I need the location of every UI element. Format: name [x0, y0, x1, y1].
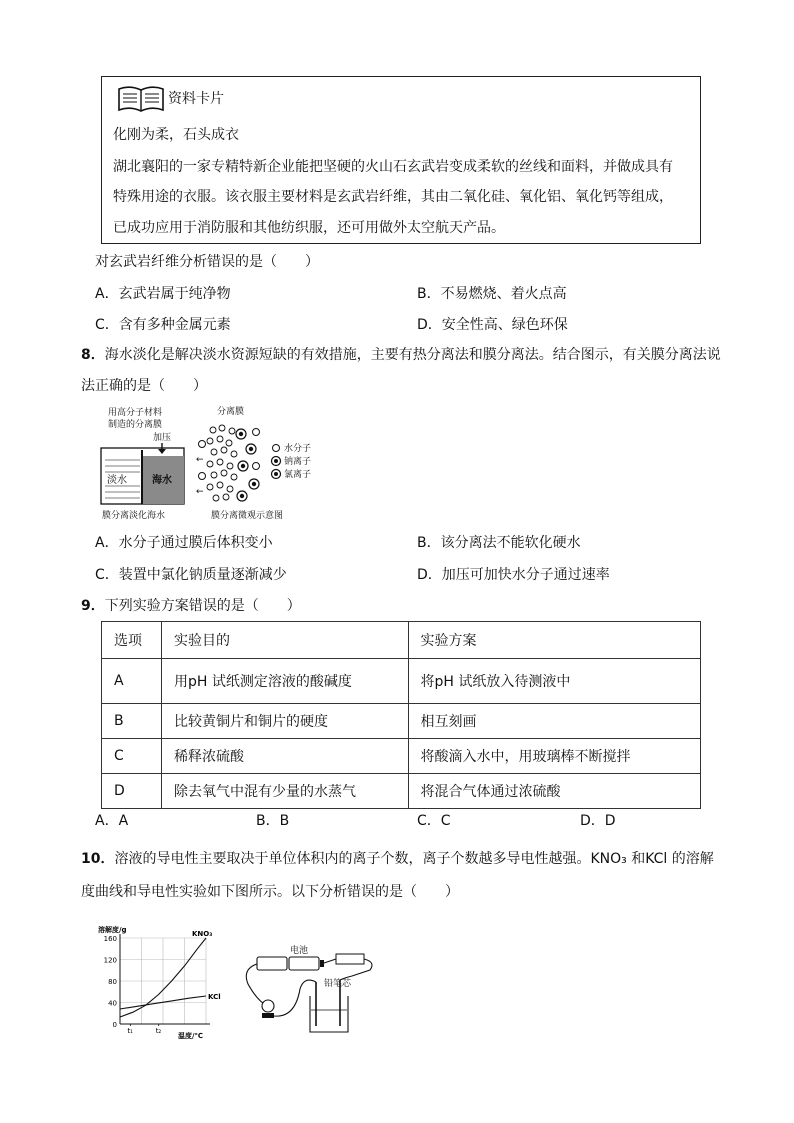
table-row — [102, 739, 701, 774]
fig-caption-left: 膜分离淡化海水 — [102, 511, 166, 521]
y-tick-label: 80 — [108, 978, 117, 986]
q9-option-d[interactable]: D．D — [580, 813, 616, 829]
card-title: 资料卡片 — [168, 91, 224, 107]
x-axis-label: 温度/℃ — [178, 1032, 204, 1040]
card-line-3: 已成功应用于消防服和其他纺织服，还可用做外太空航天产品。 — [113, 220, 505, 236]
fig-material-label-1: 用高分子材料 — [108, 408, 163, 418]
fig-caption-right: 膜分离微观示意图 — [211, 511, 284, 521]
table-cell: 相互刻画 — [408, 704, 700, 739]
table-cell: 比较黄铜片和铜片的硬度 — [162, 704, 409, 739]
battery-label: 电池 — [290, 946, 309, 956]
table-row — [102, 659, 701, 704]
q9-option-b[interactable]: B．B — [256, 813, 290, 829]
table-row — [102, 774, 701, 809]
bulb-base — [262, 1013, 274, 1018]
table-cell: 除去氧气中混有少量的水蒸气 — [162, 774, 409, 809]
q9-option-c[interactable]: C．C — [417, 813, 451, 829]
card-line-1: 湖北襄阳的一家专精特新企业能把坚硬的火山石玄武岩变成柔软的丝线和面料，并做成具有 — [113, 159, 673, 175]
table-cell: 将pH 试纸放入待测液中 — [408, 659, 700, 704]
q8-stem-line-2: 法正确的是（ ） — [81, 378, 207, 394]
flow-arrow-left: ← — [196, 455, 204, 465]
legend-cl-label: 氯离子 — [284, 470, 312, 480]
switch — [336, 954, 364, 964]
electrode-label: 铅笔芯 — [324, 979, 352, 989]
q7-option-b[interactable]: B．不易燃烧、着火点高 — [417, 286, 567, 302]
fig-membrane-label: 分离膜 — [217, 407, 245, 417]
flow-arrow-left-2: ← — [196, 487, 204, 497]
fig-pressure-label: 加压 — [153, 433, 172, 443]
pressure-arrow-head — [158, 449, 166, 454]
y-tick-label: 160 — [103, 935, 117, 943]
table-row — [102, 704, 701, 739]
q8-option-d[interactable]: D．加压可加快水分子通过速率 — [417, 567, 610, 583]
table-header-plan: 实验方案 — [408, 622, 700, 659]
x-tick-label: t₂ — [155, 1027, 162, 1035]
bulb — [262, 1000, 274, 1012]
q7-option-d[interactable]: D．安全性高、绿色环保 — [417, 317, 568, 333]
q9-number: 9． — [81, 598, 105, 614]
q8-option-c[interactable]: C．装置中氯化钠质量逐渐减少 — [95, 567, 287, 583]
q10-number: 10． — [81, 851, 115, 867]
x-tick-label: t₁ — [127, 1027, 133, 1035]
y-tick-label: 120 — [103, 956, 117, 965]
info-card — [101, 76, 701, 244]
table-cell: C — [102, 739, 162, 774]
table-cell: 用pH 试纸测定溶液的酸碱度 — [162, 659, 409, 704]
legend — [272, 442, 312, 480]
y-tick-label: 0 — [112, 1021, 117, 1029]
card-line-2: 特殊用途的衣服。该衣服主要材料是玄武岩纤维，其由二氧化硅、氧化铝、氧化钙等组成， — [113, 189, 673, 205]
table-cell: 将酸滴入水中，用玻璃棒不断搅拌 — [408, 739, 700, 774]
table-header-option: 选项 — [102, 622, 162, 659]
membrane-figure — [96, 404, 336, 524]
q8-number: 8． — [81, 347, 105, 363]
y-tick-label: 40 — [108, 999, 117, 1008]
battery-cell-2 — [289, 957, 319, 970]
legend-na-label: 钠离子 — [284, 457, 312, 467]
open-book-icon — [116, 83, 166, 113]
table-cell: 将混合气体通过浓硫酸 — [408, 774, 700, 809]
q9-option-a[interactable]: A．A — [95, 813, 129, 829]
battery-cell-1 — [257, 957, 287, 970]
table-header-row — [102, 622, 701, 659]
q8-stem-line-1: 8．海水淡化是解决淡水资源短缺的有效措施，主要有热分离法和膜分离法。结合图示，有关膜分离法说 — [81, 347, 721, 363]
table-cell: A — [102, 659, 162, 704]
q7-option-a[interactable]: A．玄武岩属于纯净物 — [95, 286, 231, 302]
fig-sea-label: 海水 — [152, 475, 172, 486]
series-label-kcl: KCl — [208, 993, 221, 1002]
fig-material-label-2: 制造的分离膜 — [108, 420, 163, 430]
table-header-purpose: 实验目的 — [162, 622, 409, 659]
q10-stem-line-2: 度曲线和导电性实验如下图所示。以下分析错误的是（ ） — [81, 884, 459, 900]
solubility-chart — [96, 924, 226, 1042]
legend-water-symbol — [273, 445, 280, 452]
legend-water-label: 水分子 — [284, 444, 312, 454]
q9-stem: 9．下列实验方案错误的是（ ） — [81, 598, 301, 614]
table-cell: B — [102, 704, 162, 739]
card-headline: 化刚为柔，石头成衣 — [113, 127, 239, 143]
experiment-table — [101, 621, 701, 809]
table-cell: 稀释浓硫酸 — [162, 739, 409, 774]
y-axis-label: 溶解度/g — [98, 926, 127, 934]
q7-option-c[interactable]: C．含有多种金属元素 — [95, 317, 231, 333]
q8-option-a[interactable]: A．水分子通过膜后体积变小 — [95, 535, 273, 551]
table-cell: D — [102, 774, 162, 809]
conductivity-circuit — [240, 944, 380, 1034]
q10-stem-line-1: 10．溶液的导电性主要取决于单位体积内的离子个数，离子个数越多导电性越强。KNO₃ 和KCl 的溶解 — [81, 851, 714, 867]
q8-option-b[interactable]: B．该分离法不能软化硬水 — [417, 535, 581, 551]
q7-stem: 对玄武岩纤维分析错误的是（ ） — [95, 254, 319, 270]
membrane-particles — [207, 425, 237, 501]
series-label-kno3: KNO₃ — [192, 930, 213, 938]
fig-fresh-label: 淡水 — [107, 475, 127, 486]
